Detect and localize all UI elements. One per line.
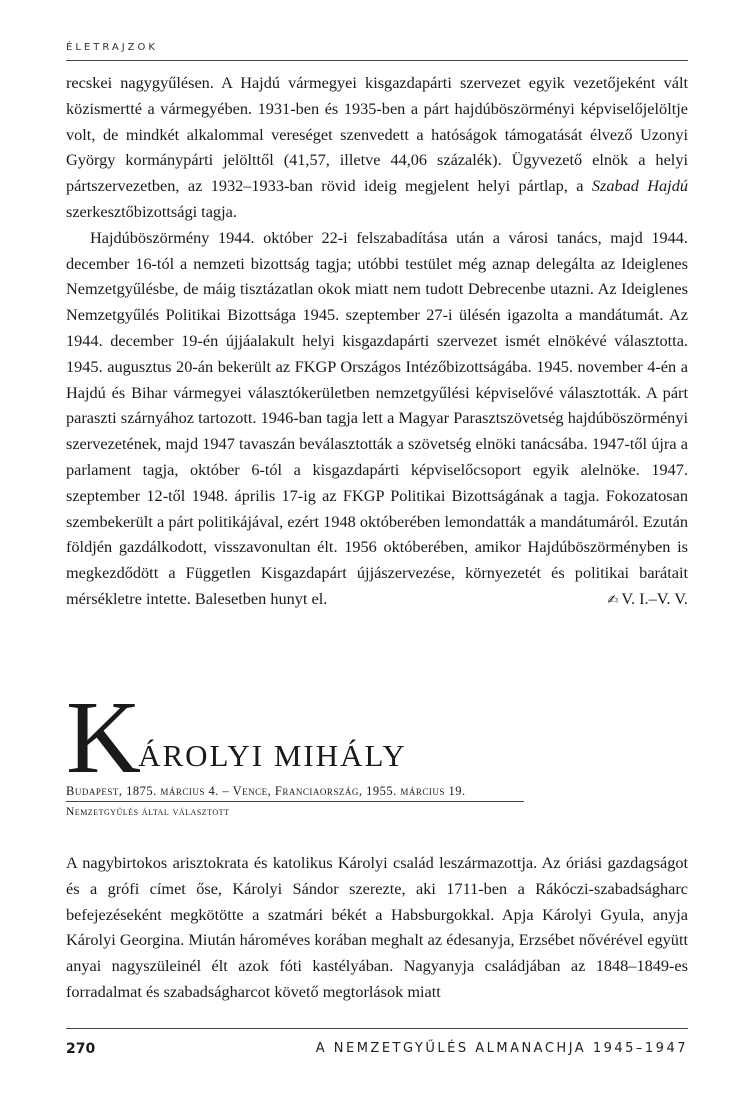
mandate-type: Nemzetgyűlés által választott — [66, 806, 230, 818]
paragraph-text: recskei nagygyűlésen. A Hajdú vármegyei kisgazdapárti szervezet egyik vezetőjeként vált közismertté a vármegyében. 1931-ben és 1935-ben a párt hajdúböszörményi képviselőjelöltje volt, de mindkét alkalommal vereséget szenvedett a hatóságok támogatását élvező Uzonyi György kormánypárti jelölttől (41,57, illetve 44,06 százalék). Ügyvezető elnök a helyi pártszervezetben, az 1932–1933-ban rövid ideig megjelent helyi pártlap, a — [66, 73, 688, 196]
pen-icon: ✍ — [607, 592, 619, 608]
paragraph-text-end: szerkesztőbizottsági tagja. — [66, 201, 237, 221]
birth-death-line: Budapest, 1875. március 4. – Vence, Franciaország, 1955. március 19. — [66, 784, 466, 798]
paragraph-text: Hajdúböszörmény 1944. október 22-i felszabadítása után a városi tanács, majd 1944. december 16-tól a nemzeti bizottság tagja; utóbbi testület még aznap delegálta az Ideiglenes Nemzetgyűlésbe, de máig tisztázatlan okok miatt nem tudott Debrecenbe utazni. Az Ideiglenes Nemzetgyűlés Politikai Bizottsága 1945. szeptember 27-i ülésén igazolta a mandátumát. Az 1944. december 19-én újjáalakult helyi kisgazdapárti szervezet ismét elnökévé választotta. 1945. augusztus 20-án bekerült az FKGP Országos Intézőbizottságába. 1945. november 4-én a Hajdú és Bihar vármegyei választókerületben nemzetgyűlési képviselővé választották. A párt paraszti szárnyához tartozott. 1946-ban tagja lett a Magyar Parasztszövetség hajdúböszörményi szervezetének, majd 1947 tavaszán beválasztották a szövetség elnöki tanácsába. 1947-től újra a parlament tagja, október 6-tól a kisgazdapárti képviselőcsoport egyik alelnöke. 1947. szeptember 12-től 1948. április 17-ig az FKGP Politikai Bizottságának a tagja. Fokozatosan szembekerült a párt politikájával, ezért 1948 októberében lemondatták a mandátumáról. Ezután földjén gazdálkodott, visszavonultan élt. 1956 októberében, amikor Hajdúböszörményben is megkezdődött a Független Kisgazdapárt újjászervezése, környezetét és politikai barátait mérsékletre intette. Balesetben hunyt el. — [66, 227, 688, 608]
previous-entry-paragraph-2 — [66, 225, 688, 612]
entry-paragraph-1: A nagybirtokos arisztokrata és katolikus Károlyi család leszármazottja. Az óriási gazdagságot és a grófi címet őse, Károlyi Sándor szerezte, aki 1711-ben a Rákóczi-szabadságharc befejezéseként megkötötte a szatmári békét a Habsburgokkal. Apja Károlyi Gyula, anyja Károlyi Georgina. Miután hároméves korában meghalt az édesanyja, Erzsébet nővérével együtt anyai nagyszüleinél élt azok fóti kastélyában. Nagyanyja családjában az 1848–1849-es forradalmat és szabadságharcot követő megtorlások miatt — [66, 853, 688, 1001]
drop-cap: K — [66, 680, 142, 795]
running-head: ÉLETRAJZOK — [66, 42, 158, 53]
previous-entry-text — [66, 70, 688, 614]
previous-entry-paragraph-1 — [66, 70, 688, 225]
signature-text: V. I.–V. V. — [621, 588, 688, 608]
meta-rule — [66, 801, 524, 802]
newspaper-title: Szabad Hajdú — [591, 176, 688, 196]
footer-rule — [66, 1028, 688, 1029]
page-number: 270 — [66, 1041, 96, 1057]
book-title: A NEMZETGYŰLÉS ALMANACHJA 1945–1947 — [315, 1041, 688, 1056]
header-rule — [66, 60, 688, 61]
author-signature — [583, 586, 688, 614]
entry-text — [66, 850, 688, 1005]
entry-name: ÁROLYI MIHÁLY — [138, 738, 407, 773]
